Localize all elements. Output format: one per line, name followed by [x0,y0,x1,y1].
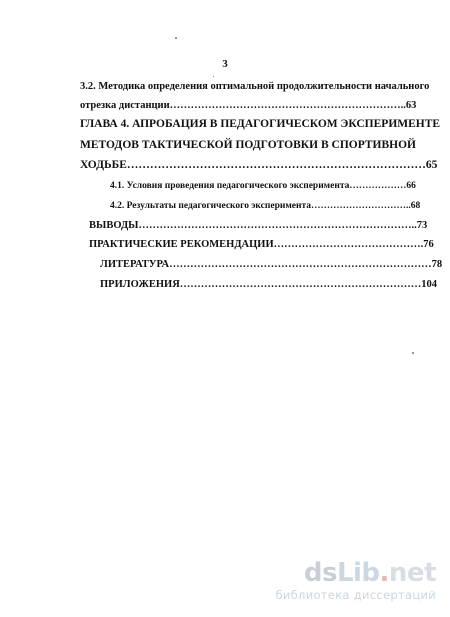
scan-speck [175,37,177,39]
scan-speck [412,352,414,354]
toc-entry-text: отрезка дистанции [80,100,170,111]
toc-page-ref: 76 [423,239,434,250]
toc-leader-dots: ………………………………………………………….. [169,100,406,111]
toc-page-ref: 78 [431,259,443,270]
toc-leader-dots: ……………… [349,181,407,191]
toc-entry-recommendations [89,239,434,250]
toc-page-ref: 63 [405,100,417,111]
dslib-logo: dsLib.net [303,558,436,588]
toc-entry-conclusions [89,220,428,231]
toc-leader-dots: ……………………………………. [273,239,424,250]
toc-chapter-4-line-2: МЕТОДОВ ТАКТИЧЕСКОЙ ПОДГОТОВКИ В СПОРТИВНОЙ [80,139,416,151]
toc-entry-text: 4.1. Условия проведения педагогического эксперимента [110,181,350,191]
toc-entry-4-2 [110,201,421,211]
toc-leader-dots: …………………………………………………………… [179,279,422,290]
toc-entry-text: 4.2. Результаты педагогического эксперимента [110,201,312,211]
toc-page-ref: 73 [416,220,428,231]
toc-leader-dots: …………………………………………………………………… [126,159,426,171]
toc-leader-dots: ………………………………………………………………… [169,259,432,270]
toc-entry-literature [100,259,443,270]
toc-leader-dots: ………………………….. [311,201,411,211]
toc-entry-text: ВЫВОДЫ [89,220,139,231]
toc-entry-3-2-line-1: 3.2. Методика определения оптимальной продолжительности начального [80,81,430,92]
toc-chapter-4-line-3 [80,159,438,171]
toc-leader-dots: …………………………………………………………………….. [138,220,417,231]
dslib-subtitle: библиотека диссертаций [275,588,436,602]
toc-entry-text: ЛИТЕРАТУРА [100,259,170,270]
toc-page-ref: 104 [421,279,438,290]
scan-speck [213,76,214,77]
toc-entry-3-2-line-2 [80,100,417,111]
toc-chapter-4-line-1: ГЛАВА 4. АПРОБАЦИЯ В ПЕДАГОГИЧЕСКОМ ЭКСПЕРИМЕНТЕ [80,118,441,130]
toc-entry-text: ПРИЛОЖЕНИЯ [100,279,180,290]
dslib-watermark [275,560,436,602]
toc-entry-text: ПРАКТИЧЕСКИЕ РЕКОМЕНДАЦИИ [89,239,274,250]
toc-entry-4-1 [110,181,415,191]
toc-entry-text: ХОДЬБЕ [80,159,127,171]
page-number: 3 [222,58,228,70]
toc-page-ref: 65 [425,159,438,171]
toc-entry-appendices [100,279,438,290]
toc-page-ref: 68 [410,201,421,211]
toc-page-ref: 66 [406,181,416,191]
